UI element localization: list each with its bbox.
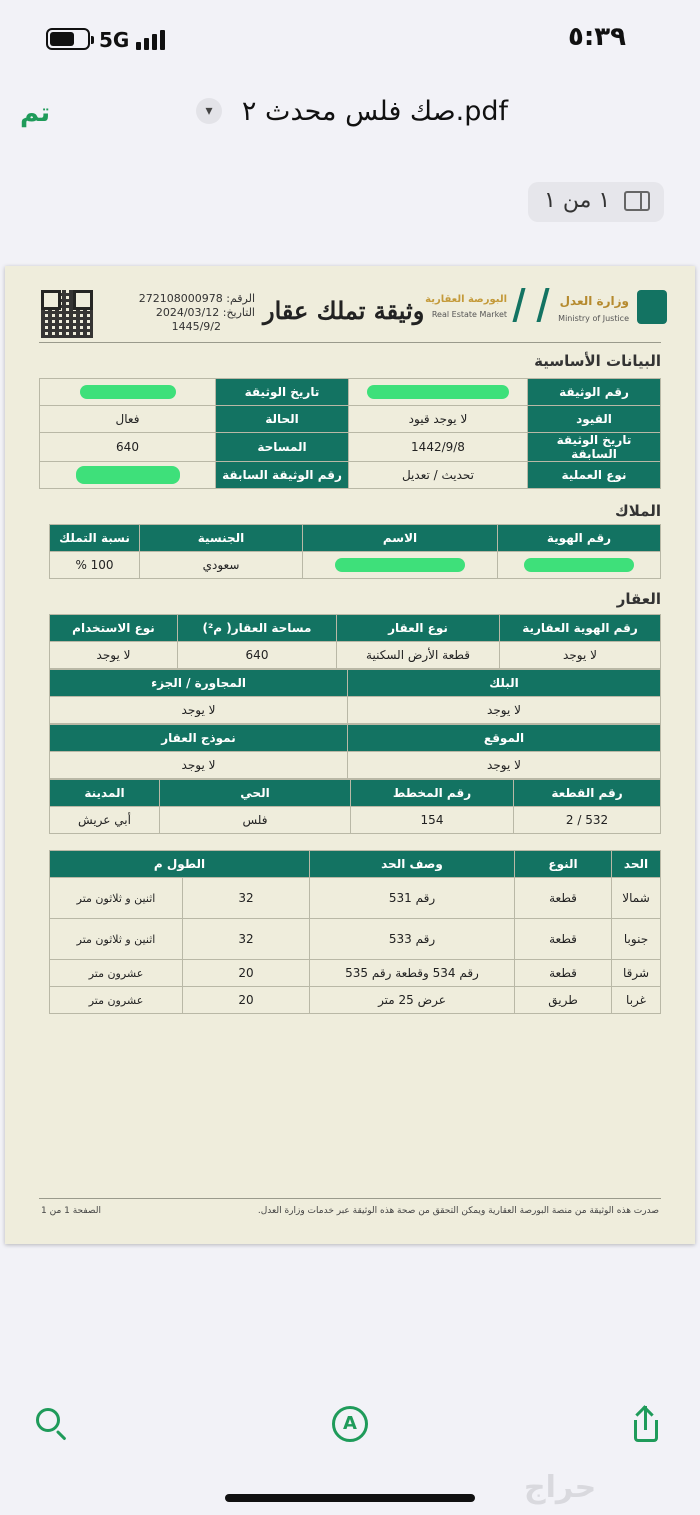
market-logo: البورصة العقارية Real Estate Market bbox=[415, 288, 545, 332]
document-title: صك فلس محدث ٢.pdf bbox=[241, 96, 508, 127]
property-table-2: البلك المجاورة / الجزء لا يوجد لا يوجد bbox=[49, 669, 661, 724]
emblem-icon bbox=[637, 290, 667, 324]
document-meta: الرقم: 272108000978 التاريخ: 2024/03/12 1445/9/2 bbox=[138, 292, 255, 333]
redacted-mark bbox=[76, 466, 180, 484]
table-row: شرقا قطعة رقم 534 وقطعة رقم 535 20 عشرون متر bbox=[50, 960, 661, 987]
redacted-mark bbox=[367, 385, 509, 399]
document-title-menu[interactable] bbox=[196, 96, 526, 132]
redacted-mark bbox=[335, 558, 465, 572]
bounds-table: الحد النوع وصف الحد الطول م شمالا قطعة رقم 531 32 اثنين و ثلاثون متر جنوبا قطعة رقم 533 32 اثنين و ثلاثون متر شرقا قطعة رقم 534 وقطعة رقم 535 20 عشرون متر غربا طريق عرض 25 متر 20 عشرون متر bbox=[49, 850, 661, 1014]
page-indicator-label: ١ من ١ bbox=[544, 188, 611, 213]
property-table-1: رقم الهوية العقارية نوع العقار مساحة العقار( م²) نوع الاستخدام لا يوجد قطعة الأرض السكنية 640 لا يوجد bbox=[49, 614, 661, 669]
document-main-title: وثيقة تملك عقار bbox=[263, 296, 425, 325]
share-icon[interactable] bbox=[630, 1406, 670, 1446]
property-title: العقار bbox=[616, 590, 661, 608]
status-time: ٥:٣٩ bbox=[568, 22, 627, 52]
owners-table: رقم الهوية الاسم الجنسية نسبة التملك سعودي 100 % bbox=[49, 524, 661, 579]
qr-code bbox=[41, 290, 93, 338]
owners-title: الملاك bbox=[615, 502, 661, 520]
property-table-3: الموقع نموذج العقار لا يوجد لا يوجد bbox=[49, 724, 661, 779]
markup-icon[interactable]: A bbox=[332, 1406, 368, 1442]
watermark: حراج bbox=[524, 1470, 597, 1505]
search-icon[interactable] bbox=[34, 1406, 74, 1446]
sidebar-icon bbox=[624, 191, 650, 211]
chevron-down-icon[interactable]: ▾ bbox=[196, 98, 222, 124]
signal-icon bbox=[136, 28, 172, 50]
footer-page-number: الصفحة 1 من 1 bbox=[41, 1206, 101, 1216]
property-table-4: رقم القطعة رقم المخطط الحي المدينة 532 / 2 154 فلس أبي عريش bbox=[49, 779, 661, 834]
page-indicator-button[interactable] bbox=[528, 182, 664, 222]
basic-data-title: البيانات الأساسية bbox=[534, 352, 661, 370]
redacted-mark bbox=[524, 558, 634, 572]
table-row: شمالا قطعة رقم 531 32 اثنين و ثلاثون متر bbox=[50, 878, 661, 919]
battery-icon bbox=[46, 28, 90, 50]
home-indicator[interactable] bbox=[225, 1494, 475, 1502]
table-row: جنوبا قطعة رقم 533 32 اثنين و ثلاثون متر bbox=[50, 919, 661, 960]
table-row: غربا طريق عرض 25 متر 20 عشرون متر bbox=[50, 987, 661, 1014]
market-icon bbox=[512, 288, 549, 322]
pdf-page bbox=[5, 266, 695, 1244]
done-button[interactable]: تم bbox=[20, 98, 51, 128]
network-label: 5G bbox=[99, 28, 130, 52]
footer-note: صدرت هذه الوثيقة من منصة البورصة العقارية ويمكن التحقق من صحة هذه الوثيقة عبر خدمات وزارة العدل. bbox=[257, 1206, 659, 1216]
basic-data-table: رقم الوثيقة تاريخ الوثيقة القيود لا يوجد قيود الحالة فعال تاريخ الوثيقة السابقة 1442/9/8 المساحة 640 نوع العملية تحديث / تعديل رقم الوثيقة السابقة bbox=[39, 378, 661, 489]
ministry-logo: وزارة العدل Ministry of Justice bbox=[551, 288, 667, 332]
redacted-mark bbox=[80, 385, 176, 399]
